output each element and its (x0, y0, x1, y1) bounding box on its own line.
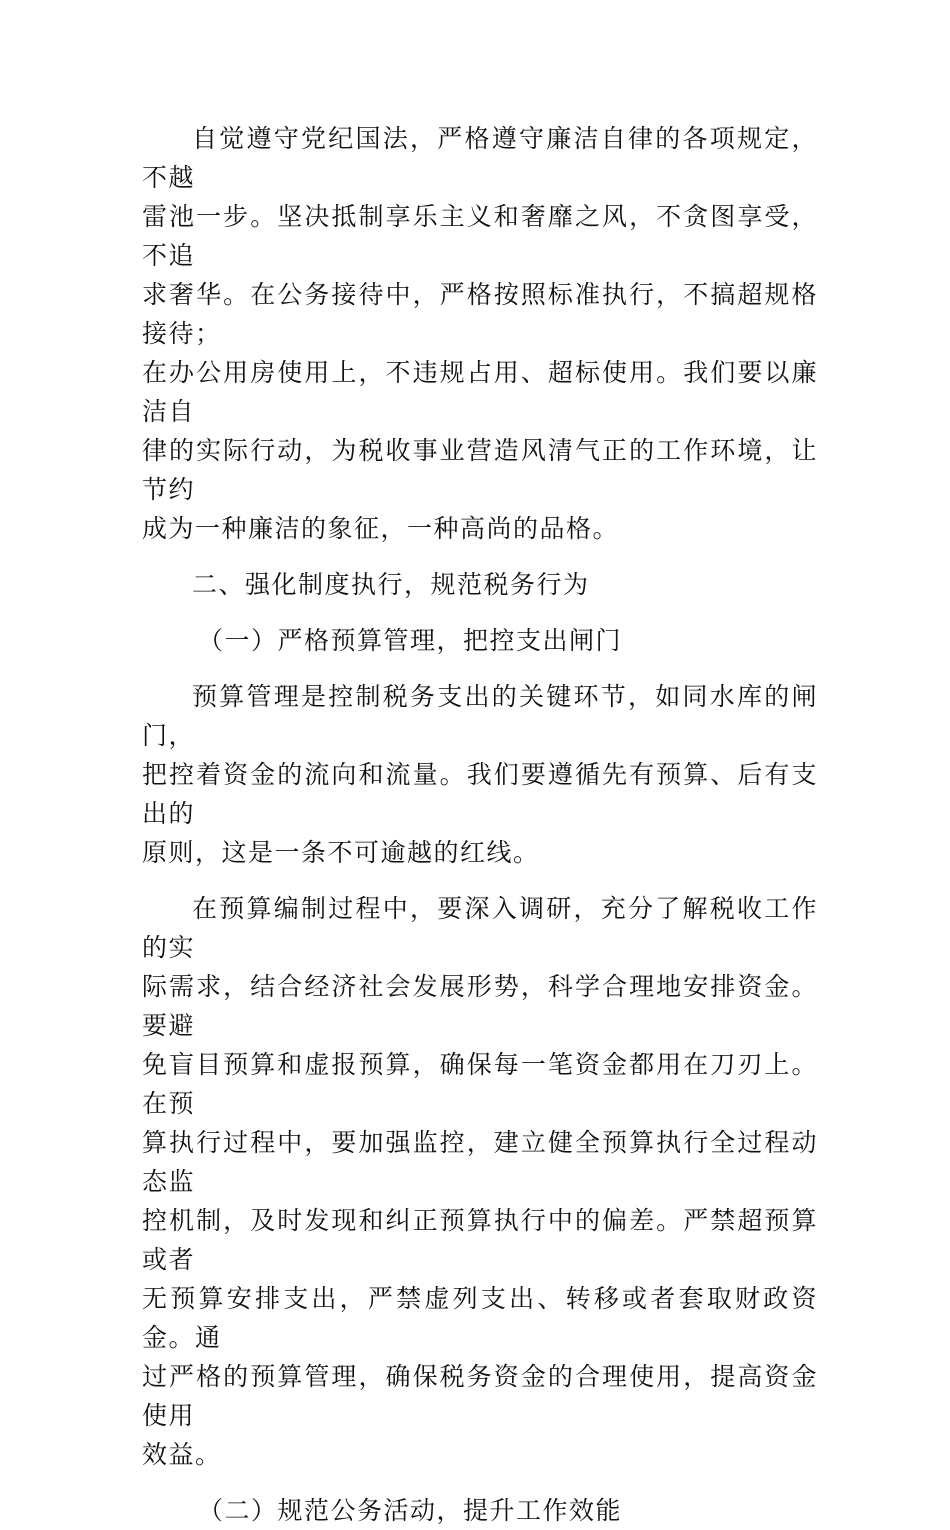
text-line: 控机制，及时发现和纠正预算执行中的偏差。严禁超预算或者 (142, 1206, 818, 1274)
subsection-heading-budget (142, 621, 818, 660)
text-line: 预算管理是控制税务支出的关键环节，如同水库的闸门， (142, 682, 818, 750)
section-heading (142, 565, 818, 604)
text-line: 免盲目预算和虚报预算，确保每一笔资金都用在刀刃上。在预 (142, 1050, 818, 1118)
text-line: 在办公用房使用上，不违规占用、超标使用。我们要以廉洁自 (142, 358, 818, 426)
text-line: 在预算编制过程中，要深入调研，充分了解税收工作的实 (142, 894, 818, 962)
text-line: 际需求，结合经济社会发展形势，科学合理地安排资金。要避 (142, 972, 818, 1040)
document-body (142, 119, 818, 1530)
text-line: 自觉遵守党纪国法，严格遵守廉洁自律的各项规定，不越 (142, 124, 818, 192)
paragraph-budget-intro (142, 677, 818, 872)
text-line: 律的实际行动，为税收事业营造风清气正的工作环境，让节约 (142, 436, 818, 504)
text-line: 成为一种廉洁的象征，一种高尚的品格。 (142, 514, 620, 543)
paragraph-budget-detail (142, 889, 818, 1474)
text-line: 雷池一步。坚决抵制享乐主义和奢靡之风，不贪图享受，不追 (142, 202, 818, 270)
text-line: 无预算安排支出，严禁虚列支出、转移或者套取财政资金。通 (142, 1284, 818, 1352)
subsection-heading-official-activities (142, 1491, 818, 1530)
text-line: 原则，这是一条不可逾越的红线。 (142, 838, 540, 867)
text-line: 效益。 (142, 1440, 222, 1469)
text-line: 算执行过程中，要加强监控，建立健全预算执行全过程动态监 (142, 1128, 818, 1196)
subsection-heading-text: （二）规范公务活动，提升工作效能 (198, 1496, 623, 1525)
subsection-heading-text: （一）严格预算管理，把控支出闸门 (198, 626, 623, 655)
text-line: 求奢华。在公务接待中，严格按照标准执行，不搞超规格接待； (142, 280, 818, 348)
text-line: 把控着资金的流向和流量。我们要遵循先有预算、后有支出的 (142, 760, 818, 828)
section-heading-text: 二、强化制度执行，规范税务行为 (192, 570, 590, 599)
paragraph-integrity (142, 119, 818, 548)
text-line: 过严格的预算管理，确保税务资金的合理使用，提高资金使用 (142, 1362, 818, 1430)
